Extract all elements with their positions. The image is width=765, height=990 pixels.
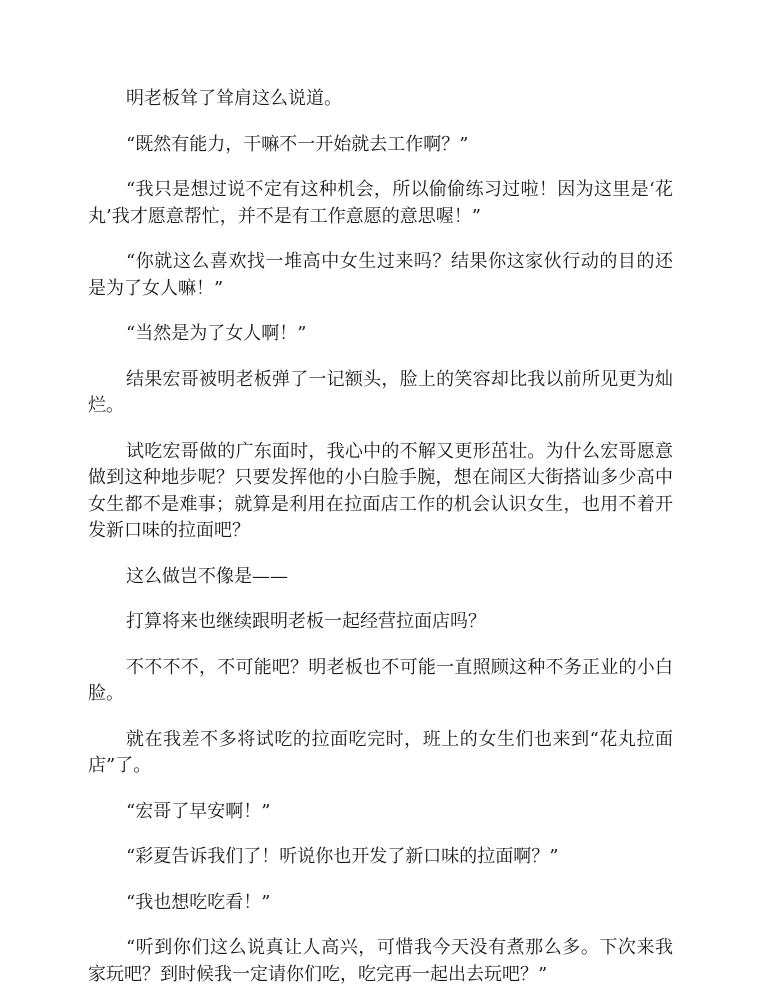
paragraph-13: “彩夏告诉我们了！听说你也开发了新口味的拉面啊？” [126, 846, 559, 867]
paragraph-4: “你就这么喜欢找一堆高中女生过来吗？结果你这家伙行动的目的还是为了女人嘛！” [88, 251, 673, 299]
paragraph-3: “我只是想过说不定有这种机会，所以偷偷练习过啦！因为这里是‘花丸’我才愿意帮忙，并不是有工作意愿的意思喔！” [88, 179, 673, 227]
paragraph-10: 不不不不，不可能吧？明老板也不可能一直照顾这种不务正业的小白脸。 [88, 656, 673, 704]
paragraph-12: “宏哥了早安啊！” [126, 800, 271, 822]
paragraph-2: “既然有能力，干嘛不一开始就去工作啊？” [126, 133, 469, 155]
paragraph-14: “我也想吃吃看！” [126, 891, 271, 913]
paragraph-6: 结果宏哥被明老板弹了一记额头，脸上的笑容却比我以前所见更为灿烂。 [88, 368, 673, 416]
paragraph-9: 打算将来也继续跟明老板一起经营拉面店吗？ [126, 611, 486, 632]
paragraph-7: 试吃宏哥做的广东面时，我心中的不解又更形茁壮。为什么宏哥愿意做到这种地步呢？只要发挥他的小白脸手腕，想在闹区大街搭讪多少高中女生都不是难事；就算是利用在拉面店工作的机会认识女生，也用不着开发新口味的拉面吧？ [88, 440, 673, 541]
paragraph-1: 明老板耸了耸肩这么说道。 [126, 88, 342, 109]
paragraph-5: “当然是为了女人啊！” [126, 323, 307, 344]
paragraph-15: “听到你们这么说真让人高兴，可惜我今天没有煮那么多。下次来我家玩吧？到时候我一定请你们吃，吃完再一起出去玩吧？” [88, 937, 673, 985]
paragraph-11: 就在我差不多将试吃的拉面吃完时，班上的女生们也来到“花丸拉面店”了。 [88, 728, 673, 776]
paragraph-8: 这么做岂不像是—— [126, 565, 288, 587]
